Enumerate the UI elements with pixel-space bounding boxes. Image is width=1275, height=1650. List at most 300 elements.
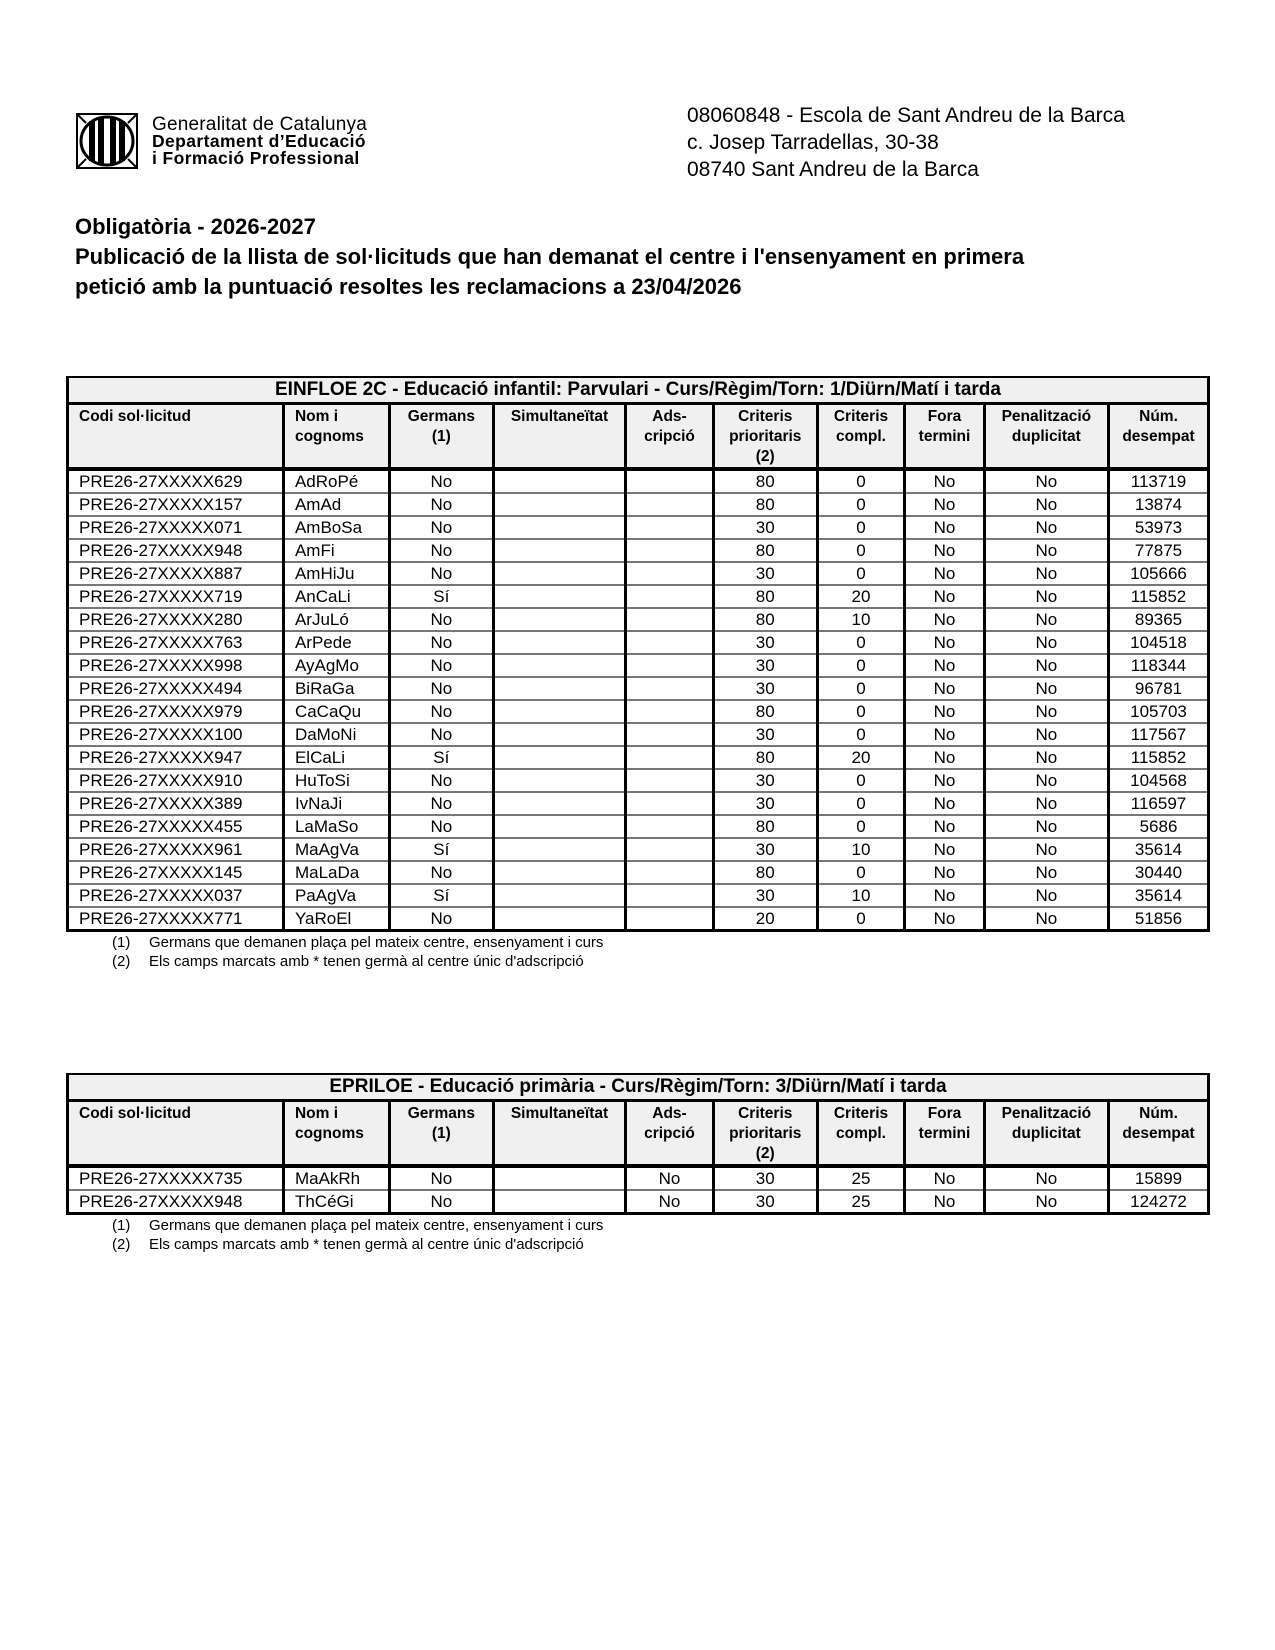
table-cell bbox=[493, 585, 625, 608]
footnote bbox=[112, 1235, 1210, 1254]
table-cell: No bbox=[984, 746, 1108, 769]
table-cell: No bbox=[389, 861, 493, 884]
table-cell: PRE26-27XXXXX887 bbox=[68, 562, 284, 585]
logo-generalitat-text: Generalitat de Catalunya bbox=[152, 113, 367, 135]
table-cell: No bbox=[984, 1190, 1108, 1214]
table-row bbox=[68, 838, 1209, 861]
table-cell: No bbox=[905, 838, 984, 861]
table-cell: PRE26-27XXXXX389 bbox=[68, 792, 284, 815]
column-header-line: Penalització bbox=[1001, 1105, 1092, 1122]
table-cell bbox=[493, 631, 625, 654]
table-cell: No bbox=[984, 700, 1108, 723]
table-cell bbox=[493, 815, 625, 838]
column-header bbox=[68, 1101, 284, 1167]
table-row bbox=[68, 654, 1209, 677]
table-cell: No bbox=[984, 469, 1108, 493]
footnote bbox=[112, 933, 1210, 952]
column-header-line: (2) bbox=[755, 448, 775, 465]
table-cell: 80 bbox=[713, 608, 817, 631]
table-cell: No bbox=[984, 516, 1108, 539]
table-cell: 51856 bbox=[1109, 907, 1209, 931]
table-cell: PRE26-27XXXXX948 bbox=[68, 1190, 284, 1214]
table-cell: 115852 bbox=[1109, 585, 1209, 608]
table-cell: No bbox=[984, 815, 1108, 838]
column-header-line: Nom i bbox=[294, 408, 339, 425]
table-cell bbox=[626, 539, 714, 562]
table-cell: 0 bbox=[817, 493, 905, 516]
table-cell bbox=[626, 884, 714, 907]
table-cell: No bbox=[984, 907, 1108, 931]
table-cell bbox=[626, 608, 714, 631]
table-cell: 30 bbox=[713, 838, 817, 861]
table-cell: BiRaGa bbox=[283, 677, 389, 700]
table-cell: PRE26-27XXXXX455 bbox=[68, 815, 284, 838]
table-cell: 89365 bbox=[1109, 608, 1209, 631]
table-cell bbox=[493, 861, 625, 884]
page-title bbox=[75, 212, 1024, 302]
table-cell bbox=[626, 562, 714, 585]
table-cell: 80 bbox=[713, 746, 817, 769]
table-cell bbox=[626, 654, 714, 677]
column-header-line: prioritaris bbox=[729, 428, 802, 445]
table-cell bbox=[626, 746, 714, 769]
table-cell: No bbox=[626, 1166, 714, 1190]
table-row bbox=[68, 861, 1209, 884]
table-cell: 0 bbox=[817, 654, 905, 677]
column-header bbox=[905, 404, 984, 470]
table-cell: No bbox=[905, 769, 984, 792]
table-cell bbox=[626, 585, 714, 608]
table-cell: No bbox=[389, 792, 493, 815]
table-cell bbox=[626, 631, 714, 654]
table-cell bbox=[493, 723, 625, 746]
table-cell: 115852 bbox=[1109, 746, 1209, 769]
column-header-line: cognoms bbox=[294, 1125, 364, 1142]
table-cell: No bbox=[984, 539, 1108, 562]
column-header bbox=[1109, 1101, 1209, 1167]
table-cell: 0 bbox=[817, 769, 905, 792]
table-cell: No bbox=[905, 516, 984, 539]
generalitat-logo bbox=[76, 113, 367, 169]
table-row bbox=[68, 815, 1209, 838]
column-header-line: Codi sol·licitud bbox=[79, 408, 191, 425]
column-header-line: Simultaneïtat bbox=[510, 1105, 609, 1122]
table-cell: No bbox=[905, 861, 984, 884]
table-cell: 118344 bbox=[1109, 654, 1209, 677]
table-cell: 30 bbox=[713, 677, 817, 700]
table-row bbox=[68, 1166, 1209, 1190]
table-cell: 10 bbox=[817, 608, 905, 631]
table-cell bbox=[626, 861, 714, 884]
table-cell: 30 bbox=[713, 562, 817, 585]
table-cell: 80 bbox=[713, 815, 817, 838]
column-header-line: cripció bbox=[644, 1125, 695, 1142]
table-cell: PRE26-27XXXXX719 bbox=[68, 585, 284, 608]
table-cell: No bbox=[984, 723, 1108, 746]
table-row bbox=[68, 723, 1209, 746]
table-cell: No bbox=[389, 493, 493, 516]
table-cell: AdRoPé bbox=[283, 469, 389, 493]
table-row bbox=[68, 585, 1209, 608]
column-header-line: desempat bbox=[1122, 428, 1195, 445]
table-cell: 30 bbox=[713, 769, 817, 792]
column-header-line: Penalització bbox=[1001, 408, 1092, 425]
table-cell: No bbox=[389, 608, 493, 631]
table-cell: PaAgVa bbox=[283, 884, 389, 907]
table-cell: 30 bbox=[713, 1190, 817, 1214]
table-cell: 0 bbox=[817, 815, 905, 838]
column-header bbox=[283, 404, 389, 470]
column-header-line: Fora bbox=[927, 408, 962, 425]
table-cell: AmHiJu bbox=[283, 562, 389, 585]
table-cell bbox=[626, 792, 714, 815]
table-cell: 5686 bbox=[1109, 815, 1209, 838]
table-row bbox=[68, 1190, 1209, 1214]
table-cell bbox=[493, 838, 625, 861]
column-header-line: Fora bbox=[927, 1105, 962, 1122]
table-cell: No bbox=[389, 469, 493, 493]
table-cell: 30 bbox=[713, 723, 817, 746]
table-cell bbox=[626, 907, 714, 931]
table-cell: PRE26-27XXXXX037 bbox=[68, 884, 284, 907]
table-row bbox=[68, 769, 1209, 792]
column-header-line: cripció bbox=[644, 428, 695, 445]
column-header bbox=[626, 404, 714, 470]
table-cell: PRE26-27XXXXX157 bbox=[68, 493, 284, 516]
table-cell bbox=[493, 769, 625, 792]
column-header bbox=[1109, 404, 1209, 470]
table-cell: No bbox=[905, 631, 984, 654]
column-header-line: Germans bbox=[407, 1105, 475, 1122]
table-cell: 30440 bbox=[1109, 861, 1209, 884]
table-cell: No bbox=[984, 1166, 1108, 1190]
footnote-number: (1) bbox=[112, 934, 131, 951]
column-header-line: Codi sol·licitud bbox=[79, 1105, 191, 1122]
title-description: Publicació de la llista de sol·licituds que han demanat el centre i l'ensenyament en primera bbox=[75, 244, 1025, 269]
footnote-text: Els camps marcats amb * tenen germà al centre únic d'adscripció bbox=[149, 953, 584, 970]
table-row bbox=[68, 700, 1209, 723]
column-header-line: (1) bbox=[431, 1125, 451, 1142]
table-cell: 80 bbox=[713, 469, 817, 493]
table-cell: No bbox=[389, 562, 493, 585]
table-cell: No bbox=[984, 562, 1108, 585]
footnote bbox=[112, 952, 1210, 971]
table-cell: 0 bbox=[817, 469, 905, 493]
column-header-line: duplicitat bbox=[1011, 428, 1081, 445]
table-cell: 30 bbox=[713, 654, 817, 677]
school-city: 08740 Sant Andreu de la Barca bbox=[687, 158, 979, 181]
table-cell: 113719 bbox=[1109, 469, 1209, 493]
table-cell: 105666 bbox=[1109, 562, 1209, 585]
table-cell: No bbox=[905, 884, 984, 907]
column-header-line: Criteris bbox=[833, 1105, 889, 1122]
table-cell: MaAgVa bbox=[283, 838, 389, 861]
column-header-line: Simultaneïtat bbox=[510, 408, 609, 425]
table-cell: No bbox=[905, 1166, 984, 1190]
table-cell: ArPede bbox=[283, 631, 389, 654]
table-cell: 117567 bbox=[1109, 723, 1209, 746]
column-header-line: (1) bbox=[431, 428, 451, 445]
table-cell: 0 bbox=[817, 539, 905, 562]
column-header-line: Nom i bbox=[294, 1105, 339, 1122]
table-cell: 124272 bbox=[1109, 1190, 1209, 1214]
school-street: c. Josep Tarradellas, 30-38 bbox=[687, 131, 939, 154]
table-cell: HuToSi bbox=[283, 769, 389, 792]
table-cell: No bbox=[389, 700, 493, 723]
table-cell: Sí bbox=[389, 585, 493, 608]
table-row bbox=[68, 539, 1209, 562]
table-cell: PRE26-27XXXXX961 bbox=[68, 838, 284, 861]
applications-table bbox=[66, 1073, 1210, 1215]
table-row bbox=[68, 746, 1209, 769]
table-cell: AnCaLi bbox=[283, 585, 389, 608]
footnote-number: (2) bbox=[112, 953, 131, 970]
table-cell: PRE26-27XXXXX071 bbox=[68, 516, 284, 539]
school-address bbox=[687, 102, 1125, 183]
table-cell: No bbox=[389, 677, 493, 700]
table-cell: No bbox=[984, 654, 1108, 677]
column-header bbox=[984, 1101, 1108, 1167]
table-cell bbox=[493, 746, 625, 769]
table-cell bbox=[493, 1166, 625, 1190]
column-header bbox=[817, 1101, 905, 1167]
table-cell: 116597 bbox=[1109, 792, 1209, 815]
table-cell: 10 bbox=[817, 884, 905, 907]
table-row bbox=[68, 677, 1209, 700]
table-cell: 13874 bbox=[1109, 493, 1209, 516]
logo-department-text-2: i Formació Professional bbox=[152, 147, 360, 168]
table-cell: No bbox=[905, 562, 984, 585]
table-cell bbox=[493, 884, 625, 907]
table-cell: No bbox=[389, 516, 493, 539]
column-header-line: Núm. bbox=[1139, 408, 1178, 425]
footnotes bbox=[112, 1216, 1210, 1254]
title-year: Obligatòria - 2026-2027 bbox=[75, 214, 316, 239]
table-cell: 104518 bbox=[1109, 631, 1209, 654]
table-cell: No bbox=[984, 608, 1108, 631]
column-header-line: Criteris bbox=[738, 408, 793, 425]
column-header bbox=[713, 1101, 817, 1167]
table-cell: No bbox=[905, 700, 984, 723]
table-cell: MaLaDa bbox=[283, 861, 389, 884]
table-cell: AmFi bbox=[283, 539, 389, 562]
table-cell: 30 bbox=[713, 631, 817, 654]
column-header-line: termini bbox=[918, 428, 971, 445]
table-cell: 20 bbox=[817, 746, 905, 769]
column-header-line: compl. bbox=[836, 1125, 886, 1142]
column-header bbox=[389, 404, 493, 470]
column-header-line: compl. bbox=[836, 428, 886, 445]
table-cell: 80 bbox=[713, 493, 817, 516]
table-row bbox=[68, 469, 1209, 493]
table-cell: No bbox=[626, 1190, 714, 1214]
column-header bbox=[713, 404, 817, 470]
table-cell: No bbox=[984, 677, 1108, 700]
table-cell: No bbox=[905, 815, 984, 838]
table-cell bbox=[493, 516, 625, 539]
table-cell: ArJuLó bbox=[283, 608, 389, 631]
column-header bbox=[283, 1101, 389, 1167]
table-cell: No bbox=[905, 539, 984, 562]
table-cell: 0 bbox=[817, 907, 905, 931]
table-cell: MaAkRh bbox=[283, 1166, 389, 1190]
table-cell: 35614 bbox=[1109, 884, 1209, 907]
table-cell: PRE26-27XXXXX629 bbox=[68, 469, 284, 493]
table-cell bbox=[493, 907, 625, 931]
applications-table bbox=[66, 376, 1210, 932]
table-cell: 105703 bbox=[1109, 700, 1209, 723]
table-cell: PRE26-27XXXXX280 bbox=[68, 608, 284, 631]
column-header bbox=[389, 1101, 493, 1167]
table-cell: 30 bbox=[713, 1166, 817, 1190]
table-cell: 80 bbox=[713, 861, 817, 884]
table-cell: No bbox=[389, 815, 493, 838]
column-header-line: termini bbox=[918, 1125, 971, 1142]
table-epriloe bbox=[66, 1073, 1210, 1254]
table-cell: YaRoEl bbox=[283, 907, 389, 931]
table-cell: AmAd bbox=[283, 493, 389, 516]
table-cell: PRE26-27XXXXX947 bbox=[68, 746, 284, 769]
table-cell: 0 bbox=[817, 792, 905, 815]
table-cell bbox=[493, 677, 625, 700]
table-row bbox=[68, 608, 1209, 631]
table-row bbox=[68, 884, 1209, 907]
table-cell: No bbox=[905, 585, 984, 608]
table-cell bbox=[626, 815, 714, 838]
table-cell: No bbox=[389, 1190, 493, 1214]
table-cell bbox=[493, 654, 625, 677]
table-caption: EINFLOE 2C - Educació infantil: Parvulari - Curs/Règim/Torn: 1/Diürn/Matí i tarda bbox=[68, 377, 1209, 404]
table-cell bbox=[626, 469, 714, 493]
table-cell: No bbox=[905, 608, 984, 631]
table-cell: 30 bbox=[713, 884, 817, 907]
table-cell bbox=[626, 700, 714, 723]
table-cell: No bbox=[905, 792, 984, 815]
table-cell bbox=[626, 723, 714, 746]
column-header bbox=[493, 404, 625, 470]
table-cell: PRE26-27XXXXX948 bbox=[68, 539, 284, 562]
table-cell: PRE26-27XXXXX735 bbox=[68, 1166, 284, 1190]
table-cell: No bbox=[984, 769, 1108, 792]
table-cell: IvNaJi bbox=[283, 792, 389, 815]
table-cell: No bbox=[984, 631, 1108, 654]
table-cell: No bbox=[905, 654, 984, 677]
column-header-line: duplicitat bbox=[1011, 1125, 1081, 1142]
table-cell: 104568 bbox=[1109, 769, 1209, 792]
logo-department-text: Departament d’Educació bbox=[152, 130, 366, 151]
table-cell bbox=[626, 493, 714, 516]
table-cell: 20 bbox=[713, 907, 817, 931]
title-description-2: petició amb la puntuació resoltes les reclamacions a 23/04/2026 bbox=[75, 274, 742, 299]
table-cell: No bbox=[389, 654, 493, 677]
table-cell bbox=[626, 516, 714, 539]
table-caption: EPRILOE - Educació primària - Curs/Règim/Torn: 3/Diürn/Matí i tarda bbox=[68, 1074, 1209, 1101]
table-cell: 0 bbox=[817, 562, 905, 585]
table-row bbox=[68, 907, 1209, 931]
table-cell: ThCéGi bbox=[283, 1190, 389, 1214]
school-code-name: 08060848 - Escola de Sant Andreu de la Barca bbox=[687, 104, 1125, 127]
table-cell bbox=[493, 562, 625, 585]
table-cell: 20 bbox=[817, 585, 905, 608]
table-cell: Sí bbox=[389, 884, 493, 907]
table-cell: No bbox=[905, 907, 984, 931]
table-cell bbox=[493, 539, 625, 562]
table-cell: 35614 bbox=[1109, 838, 1209, 861]
table-cell bbox=[493, 493, 625, 516]
column-header-line: Criteris bbox=[833, 408, 889, 425]
table-cell: No bbox=[905, 677, 984, 700]
footnote-number: (2) bbox=[112, 1236, 131, 1253]
table-row bbox=[68, 562, 1209, 585]
table-row bbox=[68, 493, 1209, 516]
table-cell: 53973 bbox=[1109, 516, 1209, 539]
table-cell: Sí bbox=[389, 838, 493, 861]
table-cell: PRE26-27XXXXX100 bbox=[68, 723, 284, 746]
table-cell: 10 bbox=[817, 838, 905, 861]
table-cell: No bbox=[984, 884, 1108, 907]
table-cell: No bbox=[984, 585, 1108, 608]
column-header-line: cognoms bbox=[294, 428, 364, 445]
table-cell: No bbox=[389, 769, 493, 792]
table-row bbox=[68, 516, 1209, 539]
table-cell: 0 bbox=[817, 631, 905, 654]
table-cell: PRE26-27XXXXX494 bbox=[68, 677, 284, 700]
table-cell: 0 bbox=[817, 861, 905, 884]
column-header-line: Núm. bbox=[1139, 1105, 1178, 1122]
table-cell: No bbox=[389, 539, 493, 562]
column-header bbox=[817, 404, 905, 470]
table-cell: AmBoSa bbox=[283, 516, 389, 539]
table-cell: 0 bbox=[817, 677, 905, 700]
footnote-number: (1) bbox=[112, 1217, 131, 1234]
table-cell: AyAgMo bbox=[283, 654, 389, 677]
column-header-line: Germans bbox=[407, 408, 475, 425]
table-cell: No bbox=[905, 723, 984, 746]
table-cell bbox=[493, 1190, 625, 1214]
table-cell bbox=[626, 769, 714, 792]
table-cell: 77875 bbox=[1109, 539, 1209, 562]
column-header-line: desempat bbox=[1122, 1125, 1195, 1142]
table-cell: CaCaQu bbox=[283, 700, 389, 723]
table-cell bbox=[626, 677, 714, 700]
table-cell: No bbox=[984, 792, 1108, 815]
table-cell: No bbox=[389, 1166, 493, 1190]
table-cell: PRE26-27XXXXX771 bbox=[68, 907, 284, 931]
table-cell: No bbox=[905, 469, 984, 493]
table-cell: ElCaLi bbox=[283, 746, 389, 769]
table-row bbox=[68, 631, 1209, 654]
table-cell: 80 bbox=[713, 585, 817, 608]
column-header bbox=[984, 404, 1108, 470]
footnotes bbox=[112, 933, 1210, 971]
footnote bbox=[112, 1216, 1210, 1235]
table-cell: No bbox=[984, 861, 1108, 884]
column-header-line: prioritaris bbox=[729, 1125, 802, 1142]
column-header bbox=[493, 1101, 625, 1167]
table-cell: 30 bbox=[713, 516, 817, 539]
table-cell: 0 bbox=[817, 700, 905, 723]
table-cell: 0 bbox=[817, 723, 905, 746]
table-cell: PRE26-27XXXXX998 bbox=[68, 654, 284, 677]
footnote-text: Germans que demanen plaça pel mateix centre, ensenyament i curs bbox=[149, 934, 604, 951]
table-cell: No bbox=[905, 493, 984, 516]
column-header-line: Ads- bbox=[652, 408, 687, 425]
table-cell: 0 bbox=[817, 516, 905, 539]
table-cell: PRE26-27XXXXX145 bbox=[68, 861, 284, 884]
footnote-text: Els camps marcats amb * tenen germà al centre únic d'adscripció bbox=[149, 1236, 584, 1253]
table-cell: No bbox=[389, 907, 493, 931]
generalitat-emblem-icon bbox=[76, 113, 138, 169]
